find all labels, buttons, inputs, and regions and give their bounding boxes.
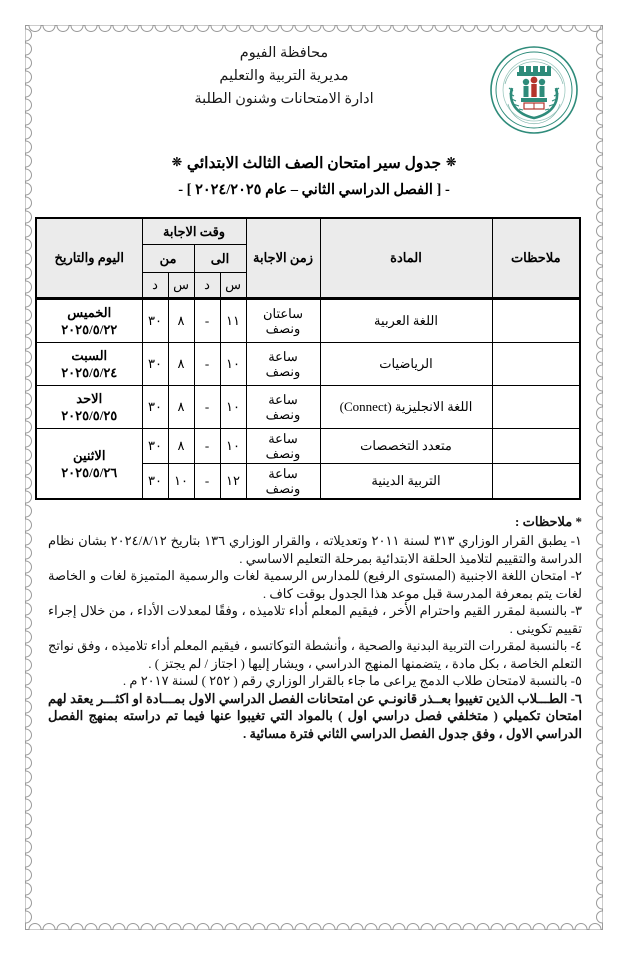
header-row-1 [36,218,580,245]
cell-from-hours: ٨ [168,299,194,343]
column-header-day-date: اليوم والتاريخ [36,218,142,299]
title-block [38,154,590,199]
column-header-answer-time: وقت الاجابة [142,218,246,245]
exam-schedule-table [35,217,581,500]
unit-header-from-hours: س [168,273,194,299]
cell-to-minutes: - [194,386,220,429]
note-item: ٥- بالنسبة لامتحان طلاب الدمج يراعى ما جاء بالقرار الوزاري رقم ( ٢٥٢ ) لسنة ٢٠١٧ م . [122,673,582,688]
star-icon-left: ❊ [171,155,182,169]
table-row [36,343,580,386]
cell-duration: ساعة ونصف [246,343,320,386]
note-item: ١- يطبق القرار الوزاري ٣١٣ لسنة ٢٠١١ وتعديلاته ، والقرار الوزاري ١٣٦ بتاريخ ٢٠٢٤/٨/١٢ بشان نظام الدراسة والتقييم لتلاميذ الحلقة الابتدائية بمرحلة التعليم الاساسي . [48,533,582,566]
cell-day-date [36,343,142,386]
date-label: ٢٠٢٥/٥/٢٦ [61,464,118,480]
cell-notes [492,429,580,464]
cell-from-minutes: ٣٠ [142,386,168,429]
masthead [38,38,590,148]
cell-duration: ساعة ونصف [246,429,320,464]
schedule-table-wrap [38,217,590,500]
note-item: ٦- الطـــلاب الذين تغيبوا بعــذر قانونـي عن امتحانات الفصل الدراسي الاول بمـــادة او اكثـــر يعقد لهم امتحان تكميلي ( متخلفي فصل دراسي اول ) بالمواد التي تغيبوا عنها فيما تم دراسته بمنهج الفصل الدراسي الاول ، وفق جدول الفصل الدراسي الثاني فترة مسائية . [48,690,582,741]
cell-from-hours: ٨ [168,429,194,464]
date-label: ٢٠٢٥/٥/٢٤ [61,365,118,380]
day-label: الاحد [76,391,103,406]
cell-notes [492,299,580,343]
cell-subject: الرياضيات [320,343,492,386]
cell-to-minutes: - [194,464,220,500]
day-label: الاثنين [73,447,106,463]
table-row [36,386,580,429]
cell-notes [492,343,580,386]
table-row [36,299,580,343]
cell-from-minutes: ٣٠ [142,343,168,386]
cell-day-date [36,299,142,343]
cell-duration: ساعتان ونصف [246,299,320,343]
cell-to-minutes: - [194,343,220,386]
table-row [36,429,580,464]
note-item: ٢- امتحان اللغة الاجنبية (المستوى الرفيع) للمدارس الرسمية لغات والرسمية المتميزة لغات و الخاصة لغات يتم بمعرفة المدرسة قبل موعد هذا الجدول بوقت كاف . [48,568,582,601]
note-item: ٤- بالنسبة لمقررات التربية البدنية والصحية ، وأنشطة التوكاتسو ، فيقيم المعلم أداء تلاميذه ، وفق نواتج التعلم الخاصة ، بكل مادة ، يتضمنها المنهج الدراسي ، ويشار إليها ( اجتاز / لم يجتز ) . [48,638,582,671]
cell-to-hours: ١٠ [220,429,246,464]
document-page [38,38,590,917]
date-label: ٢٠٢٥/٥/٢٥ [61,408,118,423]
cell-from-minutes: ٣٠ [142,299,168,343]
unit-header-from-minutes: د [142,273,168,299]
cell-to-minutes: - [194,299,220,343]
notes-heading: * ملاحظات : [515,514,582,529]
cell-subject: متعدد التخصصات [320,429,492,464]
page-title-text: جدول سير امتحان الصف الثالث الابتدائي [186,155,442,172]
column-header-notes: ملاحظات [492,218,580,299]
cell-to-hours: ١٠ [220,386,246,429]
ministry-heading-lines [38,38,478,111]
unit-header-to-minutes: د [194,273,220,299]
cell-subject: اللغة الانجليزية (Connect) [320,386,492,429]
department-line: ادارة الامتحانات وشنون الطلبة [194,91,374,107]
notes-block [38,514,590,742]
table-head [36,218,580,299]
cell-to-hours: ١٢ [220,464,246,500]
date-label: ٢٠٢٥/٥/٢٢ [61,322,118,337]
unit-header-to-hours: س [220,273,246,299]
page-subtitle: - [ الفصل الدراسي الثاني – عام ٢٠٢٤/٢٠٢٥ ] - [178,182,450,198]
cell-to-hours: ١٠ [220,343,246,386]
directorate-line: مديرية التربية والتعليم [219,68,349,84]
cell-notes [492,386,580,429]
table-body [36,299,580,500]
cell-from-hours: ٨ [168,343,194,386]
cell-from-hours: ١٠ [168,464,194,500]
star-icon-right: ❊ [446,155,457,169]
notes-list [48,532,582,742]
note-item: ٣- بالنسبة لمقرر القيم واحترام الأخر ، فيقيم المعلم أداء تلاميذه ، وفقًا لمعدلات الأداء ، من خلال إجراء تقييم تكوينى . [48,603,582,636]
cell-subject: التربية الدينية [320,464,492,500]
cell-notes [492,464,580,500]
cell-to-hours: ١١ [220,299,246,343]
cell-from-minutes: ٣٠ [142,464,168,500]
day-label: السبت [71,348,108,363]
cell-from-minutes: ٣٠ [142,429,168,464]
governorate-line: محافظة الفيوم [239,45,329,61]
cell-duration: ساعة ونصف [246,464,320,500]
ministry-logo-icon [488,44,580,136]
day-label: الخميس [67,305,112,320]
column-header-from: من [142,245,194,273]
cell-day-date [36,386,142,429]
column-header-to: الى [194,245,246,273]
column-header-subject: المادة [320,218,492,299]
logo-wrap [478,38,590,136]
cell-day-date [36,429,142,500]
cell-to-minutes: - [194,429,220,464]
page-title [38,154,590,173]
cell-duration: ساعة ونصف [246,386,320,429]
cell-subject: اللغة العربية [320,299,492,343]
column-header-duration: زمن الاجابة [246,218,320,299]
cell-from-hours: ٨ [168,386,194,429]
